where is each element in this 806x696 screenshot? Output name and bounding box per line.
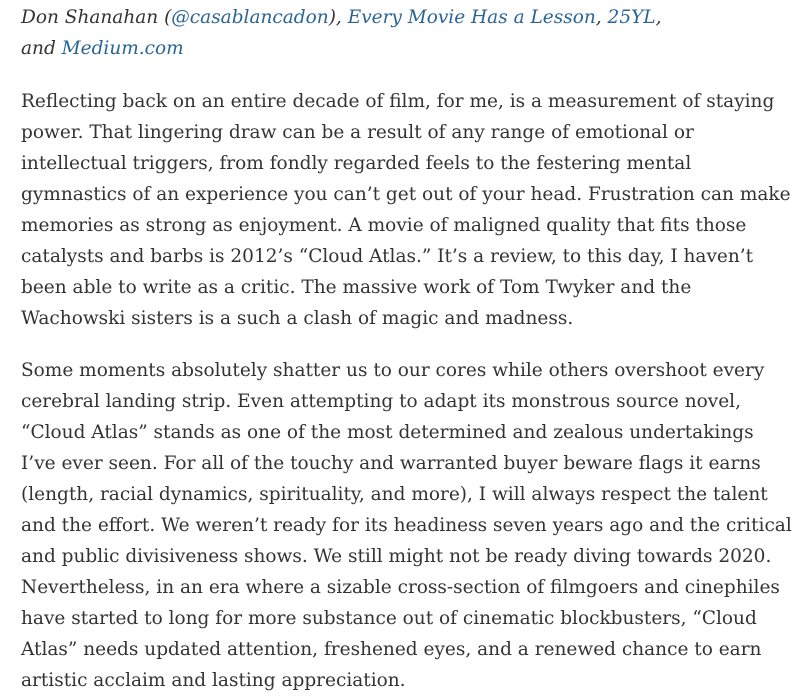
every-movie-has-a-lesson-link[interactable]: Every Movie Has a Lesson bbox=[347, 7, 596, 28]
article-body bbox=[21, 0, 801, 696]
byline-separator: , bbox=[655, 7, 662, 28]
25yl-link[interactable]: 25YL bbox=[607, 7, 656, 28]
paragraph-intro: Reflecting back on an entire decade of film, for me, is a measurement of staying power. That lingering draw can be a result of any range of emotional or intellectual triggers, from fondly regarded feels to the festering mental gymnastics of an experience you can’t get out of your head. Frustration can make memories as strong as enjoyment. A movie of maligned quality that fits those catalysts and barbs is 2012’s “Cloud Atlas.” It’s a review, to this day, I haven’t been able to write as a critic. The massive work of Tom Twyker and the Wachowski sisters is a such a clash of magic and madness. bbox=[21, 91, 791, 329]
byline-conjunction: and bbox=[21, 38, 62, 59]
byline-text: ), bbox=[328, 7, 348, 28]
byline-separator: , bbox=[595, 7, 608, 28]
paragraph-second: Some moments absolutely shatter us to our cores while others overshoot every cerebral landing strip. Even attempting to adapt its monstrous source novel, “Cloud Atlas” stands as one of the most determined and zealous undertakings I’ve ever seen. For all of the touchy and warranted buyer beware flags it earns (length, racial dynamics, spirituality, and more), I will always respect the talent and the effort. We weren’t ready for its headiness seven years ago and the critical and public divisiveness shows. We still might not be ready diving towards 2020. Nevertheless, in an era where a sizable cross-section of filmgoers and cinephiles have started to long for more substance out of cinematic blockbusters, “Cloud Atlas” needs updated attention, freshened eyes, and a renewed chance to earn artistic acclaim and lasting appreciation. bbox=[21, 360, 792, 691]
byline-author: Don Shanahan ( bbox=[21, 7, 172, 28]
twitter-handle-link[interactable]: @casablancadon bbox=[171, 7, 329, 28]
medium-link[interactable]: Medium.com bbox=[61, 38, 184, 59]
author-byline bbox=[21, 0, 801, 64]
